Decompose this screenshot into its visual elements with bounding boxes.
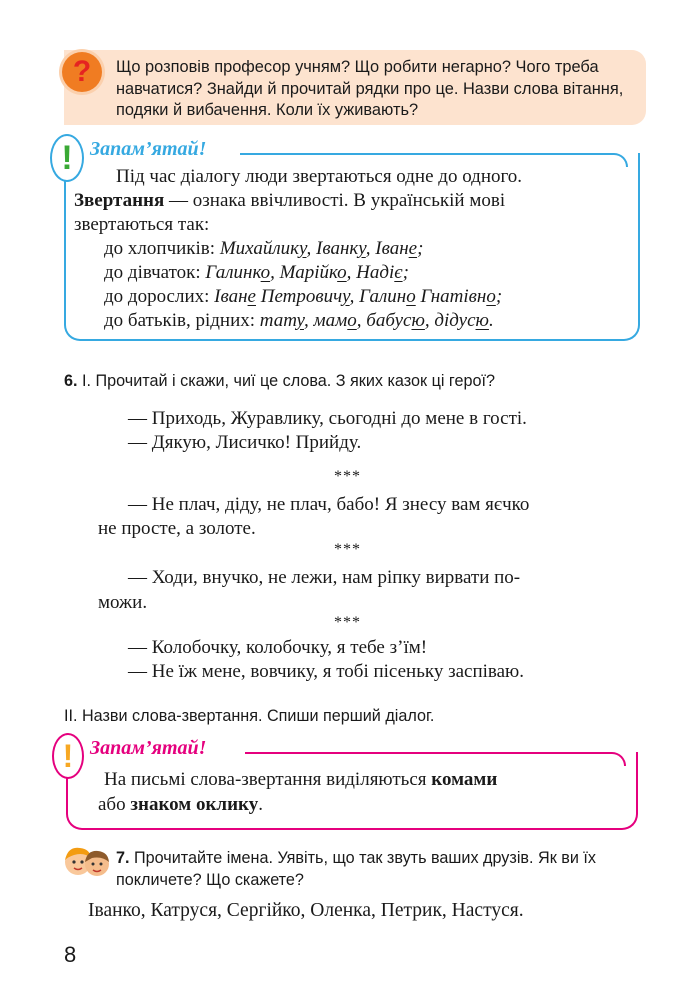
- rule-line-1: Під час діалогу люди звертаються одне до одного.: [116, 166, 523, 187]
- dialog-2-line-2: не просте, а золоте.: [98, 518, 256, 539]
- example-boys: [104, 237, 423, 261]
- page-number: 8: [64, 942, 77, 967]
- remember-box-2-top-border: [245, 752, 626, 766]
- exclamation-icon: !: [50, 134, 84, 182]
- dialog-1-line-2: — Дякую, Лисичко! Прийду.: [128, 432, 362, 453]
- term-zvertannia: Звертання: [74, 190, 165, 211]
- vocative-ending: о: [406, 286, 416, 307]
- dialog-2-line-1: — Не плач, діду, не плач, бабо! Я знесу вам яєчко: [128, 494, 530, 515]
- vocative-ending: ю: [475, 310, 489, 331]
- rule-line-2: Звертання — ознака ввічливості. В українській мові: [74, 190, 506, 211]
- example-label: до дорослих:: [104, 286, 215, 307]
- vocative-ending: о: [337, 262, 347, 283]
- example-forms: Іване Петровичу, Галино Гнатівно;: [214, 286, 503, 307]
- dialog-4-line-2: — Не їж мене, вовчику, я тобі пісеньку заспіваю.: [128, 661, 524, 682]
- vocative-ending: є: [394, 262, 403, 283]
- separator: ***: [334, 468, 361, 485]
- example-adults: [104, 285, 502, 309]
- task-7-instruction: 7. Прочитайте імена. Уявіть, що так звуть ваших друзів. Як ви їх покличете? Що скажете?: [116, 849, 597, 889]
- vocative-ending: е: [247, 286, 256, 307]
- task-6-instruction: 6. І. Прочитай і скажи, чиї це слова. З яких казок ці герої?: [64, 372, 495, 390]
- dialog-1-line-1: — Приходь, Журавлику, сьогодні до мене в гості.: [128, 408, 527, 429]
- example-forms: тату, мамо, бабусю, дідусю.: [259, 310, 494, 331]
- exclamation-icon: !: [52, 733, 84, 779]
- dialog-4-line-1: — Колобочку, колобочку, я тебе з’їм!: [128, 637, 428, 658]
- example-label: до батьків, рідних:: [104, 310, 260, 331]
- vocative-ending: ю: [411, 310, 425, 331]
- rule-2-line-1: На письмі слова-звертання виділяються комами: [104, 769, 498, 790]
- remember-title: Запам’ятай!: [90, 138, 207, 160]
- separator: ***: [334, 541, 361, 558]
- example-parents: [104, 309, 494, 333]
- example-label: до дівчаток:: [104, 262, 206, 283]
- question-text: Що розповів професор учням? Що робити негарно? Чого треба навчатися? Знайди й прочитай рядки про це. Назви слова вітання, подяки й вибачення. Коли їх уживають?: [116, 58, 624, 119]
- example-girls: [104, 261, 409, 285]
- example-label: до хлопчиків:: [104, 238, 220, 259]
- remember-title: Запам’ятай!: [90, 737, 207, 759]
- example-forms: Галинко, Марійко, Надіє;: [205, 262, 409, 283]
- vocative-ending: о: [260, 262, 271, 283]
- vocative-ending: у: [358, 238, 366, 259]
- vocative-ending: у: [296, 310, 304, 331]
- rule-2-line-2: або знаком оклику.: [98, 794, 263, 815]
- example-forms: Михайлику, Іванку, Іване;: [219, 238, 424, 259]
- vocative-ending: е: [408, 238, 418, 259]
- rule-line-3: звертаються так:: [74, 214, 210, 235]
- dialog-3-line-2: можи.: [98, 592, 148, 613]
- vocative-ending: о: [347, 310, 357, 331]
- children-icon: [62, 842, 112, 880]
- question-mark-icon: ?: [62, 52, 102, 92]
- vocative-ending: у: [299, 238, 307, 259]
- separator: ***: [334, 614, 361, 631]
- vocative-ending: о: [486, 286, 496, 307]
- task-6-part-2: ІІ. Назви слова-звертання. Спиши перший діалог.: [64, 707, 435, 725]
- names-list: Іванко, Катруся, Сергійко, Оленка, Петрик, Настуся.: [88, 900, 524, 921]
- vocative-ending: у: [342, 286, 350, 307]
- dialog-3-line-1: — Ходи, внучко, не лежи, нам ріпку вирвати по-: [128, 567, 521, 588]
